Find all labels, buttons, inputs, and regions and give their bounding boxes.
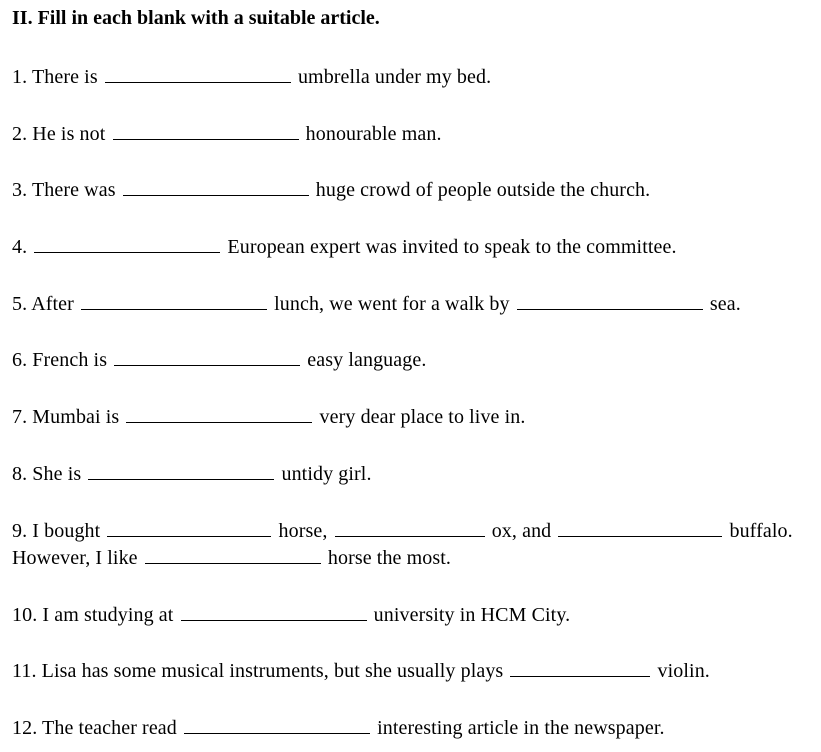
- question-text: lunch, we went for a walk by: [274, 293, 510, 315]
- answer-blank[interactable]: [126, 400, 312, 423]
- question-text: buffalo.: [729, 520, 793, 542]
- question-text: 10. I am studying at: [12, 604, 174, 626]
- question-text: very dear place to live in.: [319, 406, 526, 428]
- question-text: huge crowd of people outside the church.: [315, 179, 651, 201]
- question-10: [12, 598, 570, 629]
- answer-blank[interactable]: [517, 287, 703, 310]
- question-text: 1. There is: [12, 66, 98, 88]
- question-text: violin.: [657, 660, 710, 682]
- question-text: 12. The teacher read: [12, 717, 177, 739]
- question-text: 5. After: [12, 293, 74, 315]
- question-6: [12, 343, 426, 374]
- question-text: untidy girl.: [281, 463, 372, 485]
- question-9-continued: [12, 541, 451, 572]
- question-text: However, I like: [12, 547, 138, 569]
- question-text: 7. Mumbai is: [12, 406, 120, 428]
- question-7: [12, 400, 526, 431]
- section-heading: II. Fill in each blank with a suitable article.: [12, 7, 380, 29]
- answer-blank[interactable]: [181, 598, 367, 621]
- question-text: 6. French is: [12, 349, 108, 371]
- question-4: [12, 230, 677, 261]
- question-11: [12, 654, 710, 685]
- question-text: horse the most.: [327, 547, 452, 569]
- question-1: [12, 60, 491, 91]
- question-text: 8. She is: [12, 463, 82, 485]
- answer-blank[interactable]: [184, 711, 370, 734]
- question-text: 2. He is not: [12, 123, 106, 145]
- question-12: [12, 711, 665, 742]
- question-text: university in HCM City.: [373, 604, 571, 626]
- answer-blank[interactable]: [88, 457, 274, 480]
- answer-blank[interactable]: [123, 173, 309, 196]
- question-2: [12, 117, 442, 148]
- question-text: interesting article in the newspaper.: [377, 717, 665, 739]
- answer-blank[interactable]: [114, 343, 300, 366]
- answer-blank[interactable]: [335, 514, 485, 537]
- question-text: 4.: [12, 236, 28, 258]
- question-text: 11. Lisa has some musical instruments, but she usually plays: [12, 660, 504, 682]
- question-text: sea.: [709, 293, 741, 315]
- question-text: horse,: [278, 520, 328, 542]
- answer-blank[interactable]: [145, 541, 321, 564]
- answer-blank[interactable]: [105, 60, 291, 83]
- answer-blank[interactable]: [558, 514, 722, 537]
- question-3: [12, 173, 650, 204]
- answer-blank[interactable]: [107, 514, 271, 537]
- question-text: honourable man.: [305, 123, 442, 145]
- answer-blank[interactable]: [81, 287, 267, 310]
- question-text: ox, and: [491, 520, 552, 542]
- question-text: European expert was invited to speak to the committee.: [227, 236, 677, 258]
- answer-blank[interactable]: [113, 117, 299, 140]
- question-8: [12, 457, 372, 488]
- answer-blank[interactable]: [510, 654, 650, 677]
- question-text: umbrella under my bed.: [297, 66, 492, 88]
- question-text: 9. I bought: [12, 520, 101, 542]
- answer-blank[interactable]: [34, 230, 220, 253]
- question-text: easy language.: [307, 349, 427, 371]
- question-5: [12, 287, 741, 318]
- question-text: 3. There was: [12, 179, 116, 201]
